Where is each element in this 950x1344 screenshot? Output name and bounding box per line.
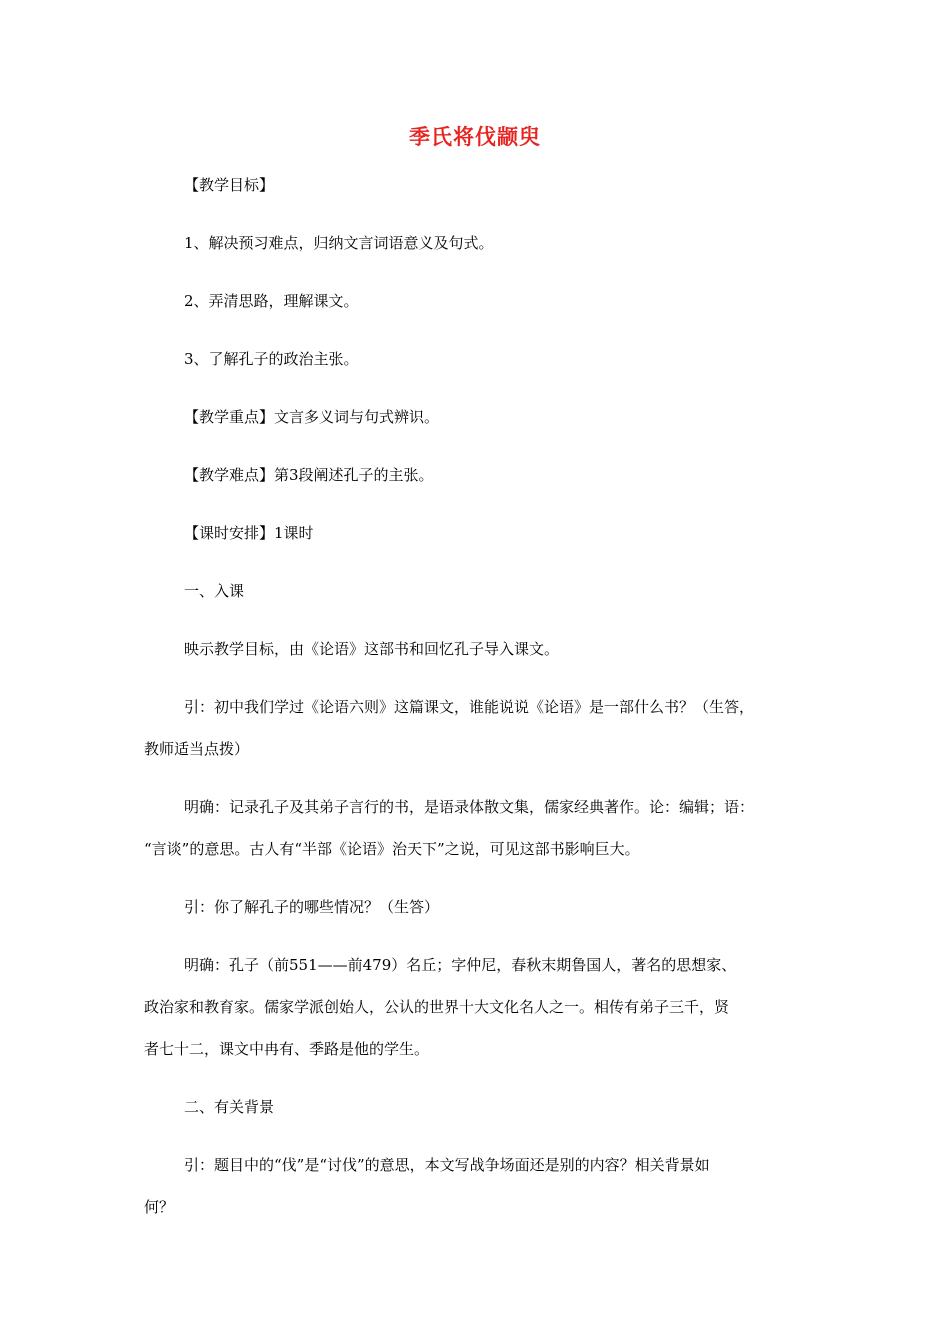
paragraph-clarify-2-line-2: 政治家和教育家。儒家学派创始人，公认的世界十大文化名人之一。相传有弟子三千，贤 — [144, 998, 730, 1016]
teaching-difficulty: 【教学难点】第3段阐述孔子的主张。 — [184, 466, 434, 484]
paragraph-intro: 映示教学目标，由《论语》这部书和回忆孔子导入课文。 — [184, 640, 560, 658]
paragraph-lead-1-line-1: 引：初中我们学过《论语六则》这篇课文，谁能说说《论语》是一部什么书？（生答， — [184, 698, 755, 716]
paragraph-clarify-1-line-2: “言谈”的意思。古人有“半部《论语》治天下”之说，可见这部书影响巨大。 — [144, 840, 640, 858]
heading-teaching-goals: 【教学目标】 — [184, 176, 275, 194]
paragraph-clarify-2-line-1: 明确：孔子（前551——前479）名丘；字仲尼，春秋末期鲁国人，著名的思想家、 — [184, 956, 737, 974]
paragraph-lead-3-line-2: 何？ — [144, 1198, 175, 1216]
goal-item-3: 3、了解孔子的政治主张。 — [184, 350, 359, 368]
paragraph-lead-1-line-2: 教师适当点拨） — [144, 740, 250, 758]
goal-item-1: 1、解决预习难点，归纳文言词语意义及句式。 — [184, 234, 494, 252]
goal-item-2: 2、弄清思路，理解课文。 — [184, 292, 359, 310]
teaching-key-point: 【教学重点】文言多义词与句式辨识。 — [184, 408, 440, 426]
paragraph-clarify-1-line-1: 明确：记录孔子及其弟子言行的书，是语录体散文集，儒家经典著作。论：编辑；语： — [184, 798, 755, 816]
paragraph-clarify-2-line-3: 者七十二，课文中冉有、季路是他的学生。 — [144, 1040, 430, 1058]
section-heading-intro: 一、入课 — [184, 582, 245, 600]
section-heading-background: 二、有关背景 — [184, 1098, 275, 1116]
class-schedule: 【课时安排】1课时 — [184, 524, 314, 542]
document-title: 季氏将伐颛臾 — [409, 125, 541, 149]
paragraph-lead-2: 引：你了解孔子的哪些情况？（生答） — [184, 898, 440, 916]
paragraph-lead-3-line-1: 引：题目中的“伐”是“讨伐”的意思，本文写战争场面还是别的内容？相关背景如 — [184, 1156, 710, 1174]
